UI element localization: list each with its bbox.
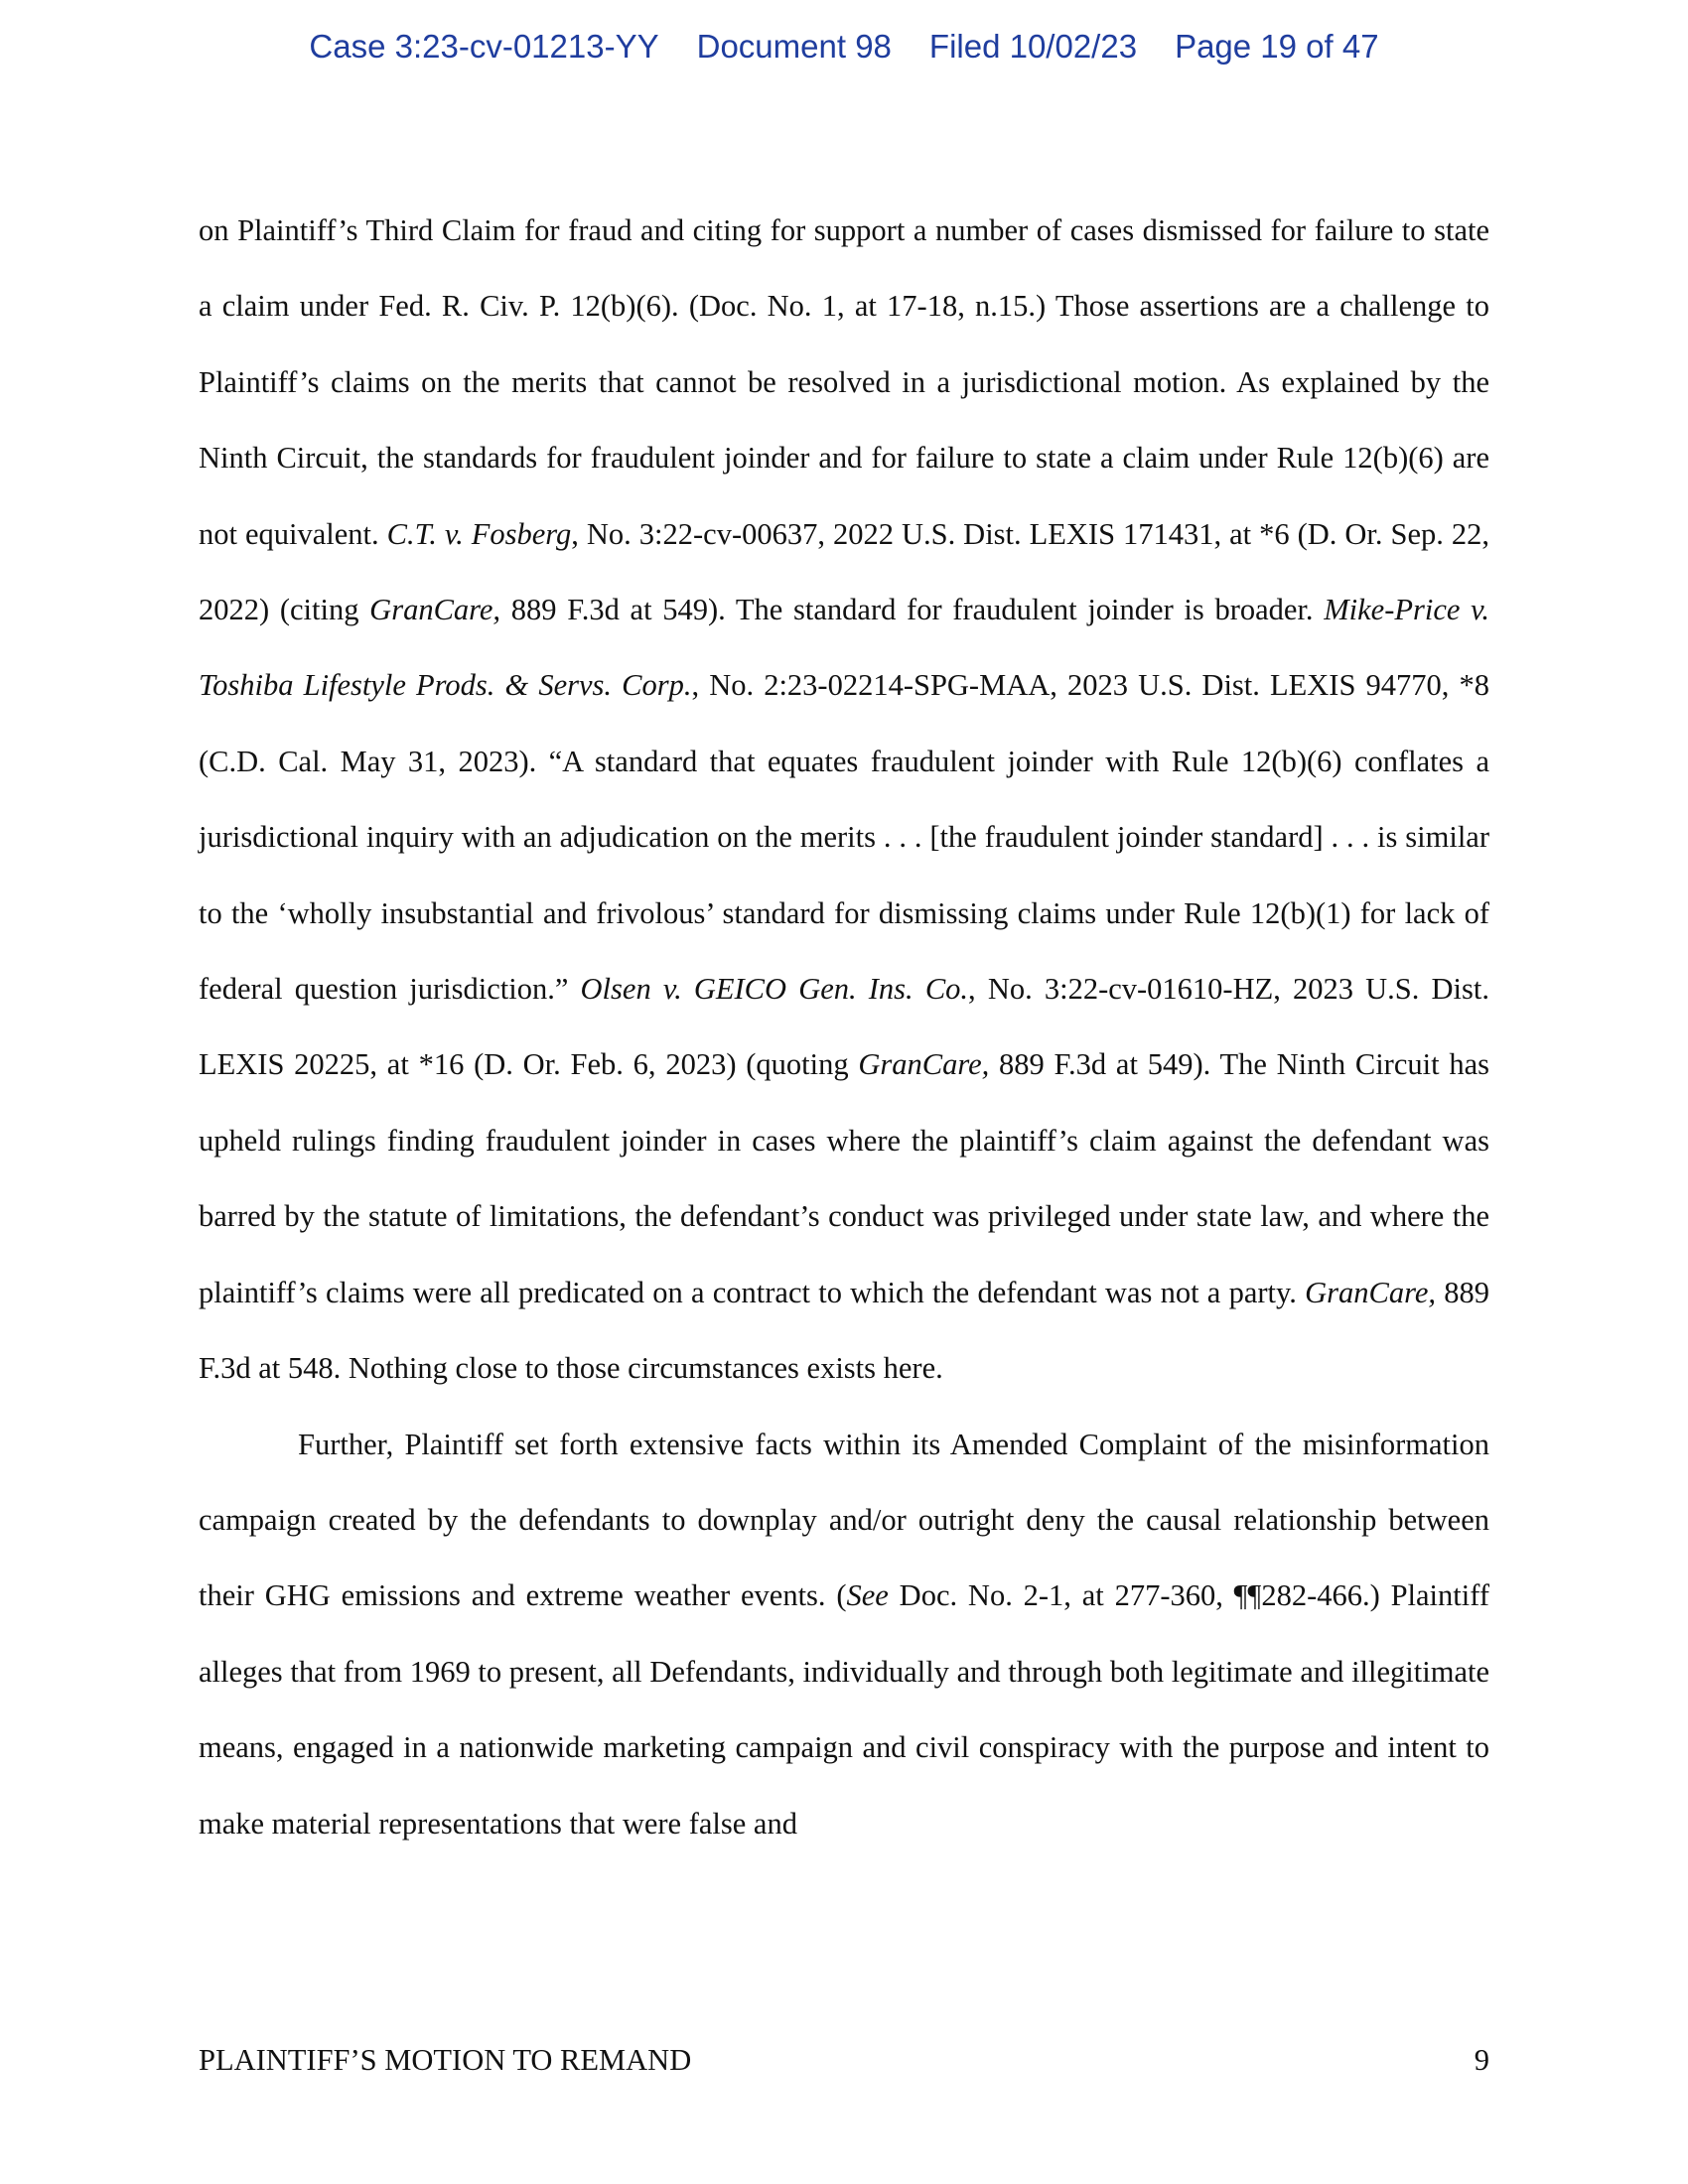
page-indicator: Page 19 of 47 <box>1175 28 1379 65</box>
document-body <box>199 193 1489 1861</box>
filed-date: Filed 10/02/23 <box>928 28 1138 65</box>
case-citation: GranCare, <box>858 1047 990 1082</box>
footer-title: PLAINTIFF’S MOTION TO REMAND <box>199 2043 692 2077</box>
paragraph-continuation: on Plaintiff’s Third Claim for fraud and citing for support a number of cases dismissed for failure to state a claim under Fed. R. Civ. P. 12(b)(6). (Doc. No. 1, at 17-18, n.15.) Those assertions are a challenge to Plaintiff’s claims on the merits that cannot be resolved in a jurisdictional motion. As explained by the Ninth Circuit, the standards for fraudulent joinder and for failure to state a claim under Rule 12(b)(6) are not equivalent. C.T. v. Fosberg, No. 3:22-cv-00637, 2022 U.S. Dist. LEXIS 171431, at *6 (D. Or. Sep. 22, 2022) (citing GranCare, 889 F.3d at 549). The standard for fraudulent joinder is broader. Mike-Price v. Toshiba Lifestyle Prods. & Servs. Corp., No. 2:23-02214-SPG-MAA, 2023 U.S. Dist. LEXIS 94770, *8 (C.D. Cal. May 31, 2023). “A standard that equates fraudulent joinder with Rule 12(b)(6) conflates a jurisdictional inquiry with an adjudication on the merits . . . [the fraudulent joinder standard] . . . is similar to the ‘wholly insubstantial and frivolous’ standard for dismissing claims under Rule 12(b)(1) for lack of federal question jurisdiction.” Olsen v. GEICO Gen. Ins. Co., No. 3:22-cv-01610-HZ, 2023 U.S. Dist. LEXIS 20225, at *16 (D. Or. Feb. 6, 2023) (quoting GranCare, 889 F.3d at 549). The Ninth Circuit has upheld rulings finding fraudulent joinder in cases where the plaintiff’s claim against the defendant was barred by the statute of limitations, the defendant’s conduct was privileged under state law, and where the plaintiff’s claims were all predicated on a contract to which the defendant was not a party. GranCare, 889 F.3d at 548. Nothing close to those circumstances exists here. <box>199 213 1490 1386</box>
page-footer <box>199 2043 1489 2078</box>
case-number: Case 3:23-cv-01213-YY <box>309 28 659 65</box>
case-citation: GranCare, <box>369 593 501 627</box>
case-citation: Olsen v. GEICO Gen. Ins. Co. <box>580 972 969 1007</box>
ecf-header <box>0 28 1688 66</box>
footer-page-number: 9 <box>1474 2043 1489 2077</box>
case-citation: C.T. v. Fosberg <box>386 516 572 551</box>
case-citation: Mike-Price v. Toshiba Lifestyle Prods. & Servs. Corp. <box>199 593 1489 703</box>
document-number: Document 98 <box>696 28 892 65</box>
case-citation: GranCare, <box>1305 1275 1437 1309</box>
signal-word: See <box>846 1578 889 1613</box>
paragraph: Further, Plaintiff set forth extensive facts within its Amended Complaint of the misinformation campaign created by the defendants to downplay and/or outright deny the causal relationship between their GHG emissions and extreme weather events. (See Doc. No. 2-1, at 277-360, ¶¶282-466.) Plaintiff alleges that from 1969 to present, all Defendants, individually and through both legitimate and illegitimate means, engaged in a nationwide marketing campaign and civil conspiracy with the purpose and intent to make material representations that were false and <box>199 1427 1489 1841</box>
